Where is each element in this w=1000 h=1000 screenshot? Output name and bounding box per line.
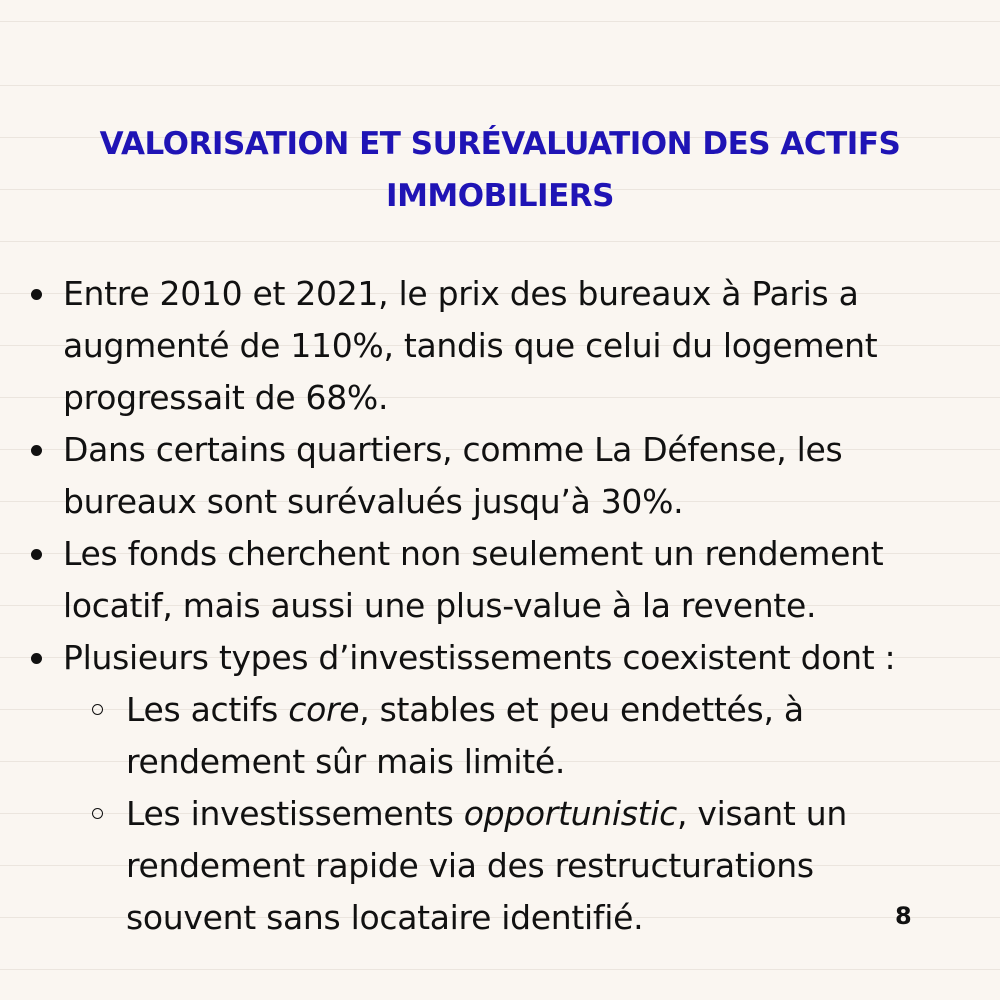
bullet-item-investment-types — [0, 632, 1000, 944]
bullet-item-la-defense — [0, 424, 1000, 528]
title-line-2: IMMOBILIERS — [386, 178, 614, 214]
bullet-item-funds — [0, 528, 1000, 632]
bullet-dot-icon — [31, 445, 42, 456]
bullet-dot-icon — [31, 289, 42, 300]
page-title — [40, 118, 960, 222]
title-line-1: VALORISATION ET SURÉVALUATION DES ACTIFS — [99, 126, 901, 162]
bullet-text: Plusieurs types d’investissements coexistent dont : — [63, 638, 896, 677]
sub-bullet-text-start: Les investissements — [126, 794, 464, 833]
sub-bullet-circle-icon — [92, 808, 103, 819]
bullet-list — [0, 268, 1000, 944]
sub-bullet-list — [63, 684, 980, 944]
bullet-dot-icon — [31, 549, 42, 560]
sub-bullet-text-end: , stables et peu endettés, à rendement sûr mais limité. — [126, 690, 804, 781]
sub-bullet-circle-icon — [92, 704, 103, 715]
sub-bullet-item-core — [63, 684, 980, 788]
bullet-text: Dans certains quartiers, comme La Défense, les bureaux sont surévalués jusqu’à 30%. — [63, 430, 843, 521]
sub-bullet-text-end: , visant un rendement rapide via des restructurations souvent sans locataire identifié. — [126, 794, 847, 937]
sub-bullet-text-start: Les actifs — [126, 690, 289, 729]
page-number: 8 — [895, 902, 912, 930]
bullet-text: Les fonds cherchent non seulement un rendement locatif, mais aussi une plus-value à la revente. — [63, 534, 884, 625]
bullet-text: Entre 2010 et 2021, le prix des bureaux à Paris a augmenté de 110%, tandis que celui du logement progressait de 68%. — [63, 274, 878, 417]
sub-bullet-emphasis: opportunistic — [463, 794, 678, 833]
sub-bullet-emphasis: core — [288, 690, 360, 729]
bullet-content — [0, 268, 1000, 944]
sub-bullet-item-opportunistic — [63, 788, 980, 944]
bullet-dot-icon — [31, 653, 42, 664]
bullet-item-price-growth — [0, 268, 1000, 424]
